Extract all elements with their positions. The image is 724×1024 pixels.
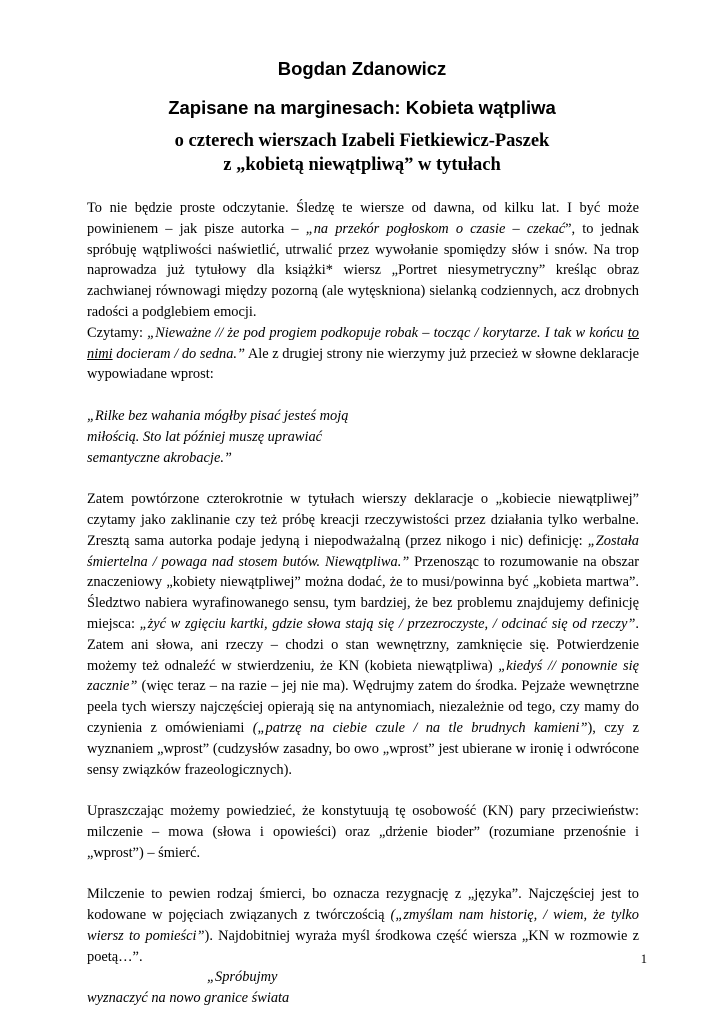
poem-line: „Rilke bez wahania mógłby pisać jesteś moją	[87, 407, 349, 424]
subtitle-line-1: o czterech wierszach Izabeli Fietkiewicz-Paszek	[174, 131, 550, 151]
poem-quote-1	[87, 406, 639, 468]
text-span: . Zatem ani słowa, ani rzeczy – chodzi o stan wewnętrzny, zamknięcie się. Potwierdzenie możemy też odnaleźć w stwierdzeniu, że KN (kobieta niewątpliwa)	[87, 615, 639, 674]
quote-span: docieram / do sedna.”	[112, 345, 246, 362]
document-title: Zapisane na marginesach: Kobieta wątpliwa	[168, 97, 556, 118]
text-span: ”, to jednak spróbuję wątpliwości naświetlić, utrwalić przez wywołanie spomiędzy słów i snów. Na trop naprowadza już tytułowy dla książki* wiersz „Portret niesymetryczny” kreśląc obraz zachwianej równowagi między pozorną (ale wytęskniona) sielanką codziennych, acz drobnych radości a podglebiem emocji.	[87, 220, 639, 320]
quote-span: „na przekór pogłoskom o czasie – czekać	[305, 220, 566, 237]
article-body	[87, 198, 639, 1009]
paragraph-1	[87, 198, 639, 323]
poem-line: „Spróbujmy	[207, 969, 278, 986]
text-span: Przenosząc to rozumowanie na obszar znaczeniowy „kobiety niewątpliwej” można dodać, że to musi/powinna być „kobieta martwa”. Śledztwo nabiera wyrafinowanego sensu, tym bardziej, że bez problemu znajdujemy definicję miejsca:	[87, 553, 639, 632]
underlined-quote-span: to nimi	[87, 324, 639, 362]
subtitle-line-2: z „kobietą niewątpliwą” w tytułach	[223, 155, 501, 175]
paragraph-5	[87, 884, 639, 967]
text-span: ). Najdobitniej wyraża myśl środkowa część wiersza „KN w rozmowie z poetą…”.	[87, 927, 639, 965]
quote-span: „Została śmiertelna / powaga nad stosem butów. Niewątpliwa.”	[87, 532, 639, 570]
paragraph-4	[87, 801, 639, 863]
poem-line: semantyczne akrobacje.”	[87, 449, 232, 466]
author-name: Bogdan Zdanowicz	[277, 58, 447, 79]
quote-span: „kiedyś // ponownie się zacznie”	[87, 657, 640, 695]
quote-span: „żyć w zgięciu kartki, gdzie słowa stają się / przezroczyste, / odcinać się od rzeczy”	[139, 615, 636, 632]
text-span: Zatem powtórzone czterokrotnie w tytułach wierszy deklaracje o „kobiecie niewątpliwej” czytamy jako zaklinanie czy też próbę kreacji rzeczywistości przez działania tylko werbalne. Zresztą sama autorka podaje jedyną i niepodważalną (przez nikogo i nic) definicję:	[87, 491, 639, 549]
paragraph-3	[87, 489, 639, 780]
quote-span: („zmyślam nam historię, / wiem, że tylko wiersz to pomieści”	[87, 907, 640, 944]
text-span: Milczenie to pewien rodzaj śmierci, bo oznacza rezygnację z „języka”. Najczęściej jest to kodowane w pojęciach związanych z twórczością	[87, 886, 639, 924]
text-span: ), czy z wyznaniem „wprost” (cudzysłów zasadny, bo owo „wprost” jest ubierane w ironię i odwrócone sensy związków frazeologicznych).	[87, 719, 639, 778]
poem-line: wyznaczyć na nowo granice świata	[87, 990, 290, 1007]
quote-span: „Nieważne // że pod progiem podkopuje robak – tocząc / korytarze. I tak w końcu	[147, 324, 628, 341]
page-number: 1	[640, 952, 647, 966]
quote-span: („patrzę na ciebie czule / na tle brudnych kamieni”	[252, 719, 588, 736]
paragraph-2	[87, 323, 639, 385]
poem-quote-2	[87, 967, 639, 1009]
text-span: To nie będzie proste odczytanie. Śledzę te wiersze od dawna, od kilku lat. I być może powinienem – jak pisze autorka –	[87, 200, 639, 237]
text-span: Ale z drugiej strony nie wierzymy już przecież w słowne deklaracje wypowiadane wprost:	[87, 345, 639, 383]
text-span: Czytamy:	[87, 324, 148, 341]
text-span: (więc teraz – na razie – jej nie ma). Wędrujmy zatem do środka. Pejzaże wewnętrzne peela tych wierszy najczęściej opierają się na antynomiach, niezależnie od tego, czy mamy do czynienia z omówieniami	[87, 678, 639, 736]
text-span: Upraszczając możemy powiedzieć, że konstytuują tę osobowość (KN) pary przeciwieństw: milczenie – mowa (słowa i opowieści) oraz „drżenie bioder” (rozumiane przenośnie i „wprost”) – śmierć.	[87, 803, 639, 861]
poem-line: miłością. Sto lat później muszę uprawiać	[87, 428, 323, 445]
